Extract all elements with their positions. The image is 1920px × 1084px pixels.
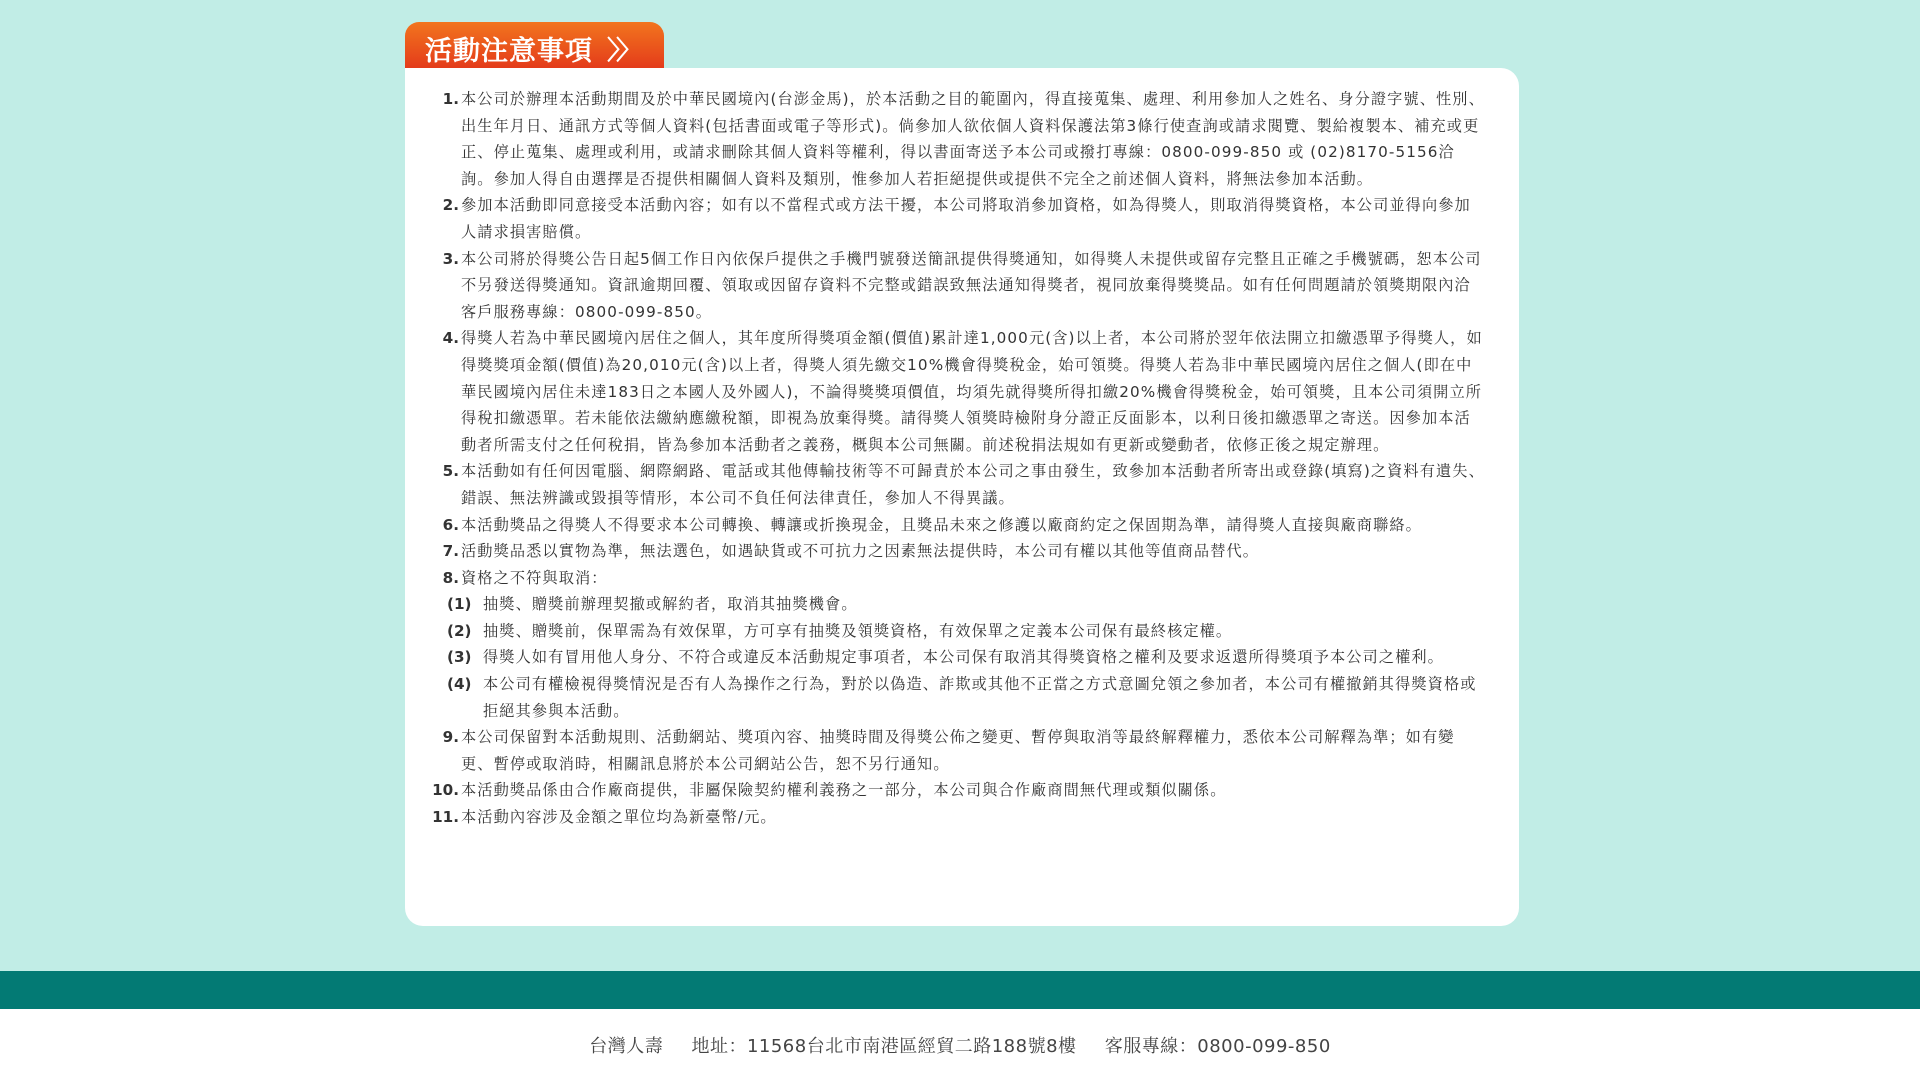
footer-band <box>0 971 1920 1009</box>
sub-note-item <box>427 618 1487 645</box>
footer-hotline: 客服專線：0800-099-850 <box>1104 1036 1331 1057</box>
note-number: 9. <box>442 728 459 747</box>
note-text: 抽獎、贈獎前辦理契撤或解約者，取消其抽獎機會。 <box>483 595 858 614</box>
sub-note-item <box>427 591 1487 618</box>
note-number: 5. <box>442 462 459 481</box>
note-item <box>427 86 1487 192</box>
note-text: 參加本活動即同意接受本活動內容；如有以不當程式或方法干擾，本公司將取消參加資格，如為得獎人，則取消得獎資格，本公司並得向參加人請求損害賠償。 <box>461 196 1471 241</box>
notes-list <box>427 86 1487 831</box>
note-text: 本公司保留對本活動規則、活動網站、獎項內容、抽獎時間及得獎公佈之變更、暫停與取消等最終解釋權力，悉依本公司解釋為準；如有變更、暫停或取消時，相關訊息將於本公司網站公告，恕不另行通知。 <box>461 728 1455 773</box>
note-text: 得獎人若為中華民國境內居住之個人，其年度所得獎項金額(價值)累計達1,000元(含)以上者，本公司將於翌年依法開立扣繳憑單予得獎人，如得獎獎項金額(價值)為20,010元(含)以上者，得獎人須先繳交10%機會得獎稅金，始可領獎。得獎人若為非中華民國境內居住之個人(即在中華民國境內居住未達183日之本國人及外國人)，不論得獎獎項價值，均須先就得獎所得扣繳20%機會得獎稅金，始可領獎，且本公司須開立所得稅扣繳憑單。若未能依法繳納應繳稅額，即視為放棄得獎。請得獎人領獎時檢附身分證正反面影本，以利日後扣繳憑單之寄送。因參加本活動者所需支付之任何稅捐，皆為參加本活動者之義務，概與本公司無關。前述稅捐法規如有更新或變動者，依修正後之規定辦理。 <box>461 329 1483 454</box>
note-text: 本活動如有任何因電腦、網際網路、電話或其他傳輸技術等不可歸責於本公司之事由發生，致參加本活動者所寄出或登錄(填寫)之資料有遺失、錯誤、無法辨識或毀損等情形，本公司不負任何法律責任，參加人不得異議。 <box>461 462 1485 507</box>
note-number: (3) <box>447 648 472 667</box>
note-item <box>427 246 1487 326</box>
note-number: 6. <box>442 515 459 534</box>
note-text: 本公司有權檢視得獎情況是否有人為操作之行為，對於以偽造、詐欺或其他不正當之方式意圖兌領之參加者，本公司有權撤銷其得獎資格或拒絕其參與本活動。 <box>483 675 1477 720</box>
footer <box>0 1009 1920 1084</box>
note-number: 4. <box>442 329 459 348</box>
note-item <box>427 325 1487 458</box>
chevron-right-icon: 〉〉 <box>607 35 639 66</box>
note-text: 本公司將於得獎公告日起5個工作日內依保戶提供之手機門號發送簡訊提供得獎通知，如得獎人未提供或留存完整且正確之手機號碼，恕本公司不另發送得獎通知。資訊逾期回覆、領取或因留存資料不完整或錯誤致無法通知得獎者，視同放棄得獎獎品。如有任何問題請於領獎期限內洽客戶服務專線：0800-099-850。 <box>461 249 1482 321</box>
note-number: 1. <box>442 90 459 108</box>
note-item <box>427 458 1487 511</box>
section-tab <box>405 22 664 74</box>
note-number: (4) <box>447 675 472 694</box>
note-item <box>427 804 1487 831</box>
note-item <box>427 565 1487 592</box>
note-text: 本公司於辦理本活動期間及於中華民國境內(台澎金馬)，於本活動之目的範圍內，得直接蒐集、處理、利用參加人之姓名、身分證字號、性別、出生年月日、通訊方式等個人資料(包括書面或電子等形式)。倘參加人欲依個人資料保護法第3條行使查詢或請求閱覽、製給複製本、補充或更正、停止蒐集、處理或利用，或請求刪除其個人資料等權利，得以書面寄送予本公司或撥打專線：0800-099-850 或 (02)8170-5156洽詢。參加人得自由選擇是否提供相關個人資料及類別，惟參加人若拒絕提供或提供不完全之前述個人資料，將無法參加本活動。 <box>461 90 1485 188</box>
note-number: 3. <box>442 249 459 268</box>
note-text: 活動獎品悉以實物為準，無法選色，如遇缺貨或不可抗力之因素無法提供時，本公司有權以其他等值商品替代。 <box>461 542 1260 561</box>
note-text: 得獎人如有冒用他人身分、不符合或違反本活動規定事項者，本公司保有取消其得獎資格之權利及要求返還所得獎項予本公司之權利。 <box>483 648 1444 667</box>
note-number: 2. <box>442 196 459 215</box>
footer-company: 台灣人壽 <box>589 1036 664 1057</box>
notes-card <box>405 68 1519 926</box>
footer-address: 地址：11568台北市南港區經貿二路188號8樓 <box>691 1036 1077 1057</box>
note-text: 本活動獎品係由合作廠商提供，非屬保險契約權利義務之一部分，本公司與合作廠商間無代理或類似關係。 <box>461 781 1227 800</box>
note-item <box>427 724 1487 777</box>
note-item <box>427 512 1487 539</box>
note-text: 抽獎、贈獎前，保單需為有效保單，方可享有抽獎及領獎資格，有效保單之定義本公司保有最終核定權。 <box>483 621 1233 640</box>
note-text: 資格之不符與取消： <box>461 568 608 587</box>
note-text: 本活動內容涉及金額之單位均為新臺幣/元。 <box>461 808 777 827</box>
note-number: 11. <box>432 808 459 827</box>
note-number: (1) <box>447 595 472 614</box>
note-number: 8. <box>442 568 459 587</box>
note-number: 10. <box>432 781 459 800</box>
note-text: 本活動獎品之得獎人不得要求本公司轉換、轉讓或折換現金，且獎品未來之修護以廠商約定之保固期為準，請得獎人直接與廠商聯絡。 <box>461 515 1422 534</box>
note-item <box>427 192 1487 245</box>
sub-note-item <box>427 644 1487 671</box>
section-title: 活動注意事項 <box>425 35 593 67</box>
note-item <box>427 538 1487 565</box>
sub-note-item <box>427 671 1487 724</box>
note-number: (2) <box>447 621 472 640</box>
note-item <box>427 777 1487 804</box>
note-number: 7. <box>442 542 459 561</box>
